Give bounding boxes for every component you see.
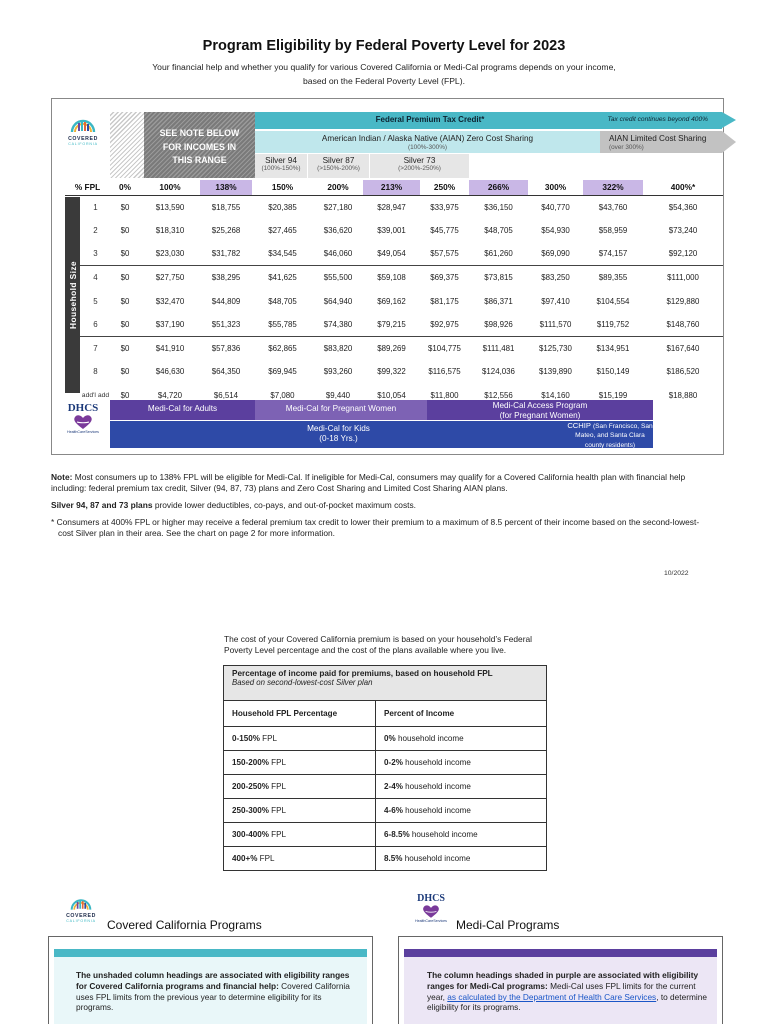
dhcs-logo-sub: HealthCareServices bbox=[415, 919, 447, 923]
silver-73-band bbox=[370, 154, 470, 178]
cost-table-row bbox=[224, 751, 547, 775]
income-cell: $15,199 bbox=[598, 391, 628, 401]
income-cell: $57,836 bbox=[211, 344, 241, 354]
income-cell: $54,360 bbox=[668, 202, 698, 212]
income-cell: $64,940 bbox=[323, 296, 353, 306]
heart-icon bbox=[422, 904, 440, 919]
household-size-label-bar bbox=[65, 197, 80, 393]
income-cell: $125,730 bbox=[539, 344, 572, 354]
percent-text: household income bbox=[402, 782, 471, 791]
income-cell: $27,750 bbox=[155, 273, 185, 283]
income-cell: $32,470 bbox=[155, 296, 185, 306]
aian-limited-band bbox=[600, 131, 722, 153]
silver-73-range: (>200%-250%) bbox=[398, 165, 441, 172]
income-cell: $92,975 bbox=[420, 313, 469, 337]
percent-text: household income bbox=[402, 806, 471, 815]
income-cell: $74,157 bbox=[583, 242, 643, 266]
percent-income-cell bbox=[376, 751, 547, 775]
ptc-label: Federal Premium Tax Credit* bbox=[375, 115, 485, 124]
percent-text: household income bbox=[395, 734, 464, 743]
aian-zero-cost-band bbox=[255, 131, 600, 153]
income-cell: $0 bbox=[110, 242, 140, 266]
household-size-cell: 6 bbox=[65, 313, 110, 337]
household-size-cell: 8 bbox=[93, 367, 98, 377]
income-cell: $9,440 bbox=[325, 391, 351, 401]
income-cell: $99,322 bbox=[377, 367, 406, 377]
fpl-range-cell bbox=[224, 823, 376, 847]
income-cell: $18,880 bbox=[668, 391, 698, 401]
income-cell: $73,815 bbox=[484, 273, 513, 283]
income-cell: $69,162 bbox=[377, 296, 406, 306]
percent-value: 6-8.5% bbox=[384, 830, 410, 839]
income-cell: $167,640 bbox=[666, 344, 700, 354]
cost-table-title-row bbox=[224, 666, 547, 701]
cost-table-header-row bbox=[224, 701, 547, 727]
cchip-band bbox=[567, 421, 653, 448]
income-cell: $104,775 bbox=[428, 344, 461, 354]
medi-cal-adults-band: Medi-Cal for Adults bbox=[110, 400, 255, 420]
fpl-unit: FPL bbox=[268, 782, 286, 791]
logo-text-covered: COVERED bbox=[68, 136, 98, 142]
premium-percentage-table bbox=[223, 665, 547, 871]
fpl-range: 0-150% bbox=[232, 734, 260, 743]
note-text: Most consumers up to 138% FPL will be eligible for Medi-Cal. If ineligible for Medi-Cal, consumers may qualify for a Covered California health plan with financial help including: federal premium tax credit, Silver (94, 87, 73) plans and Zero Cost Sharing and Limited Cost Sharing AIAN plans. bbox=[51, 472, 686, 493]
dhcs-logo-text: DHCS bbox=[67, 402, 99, 414]
table-row bbox=[65, 219, 723, 243]
cost-intro: The cost of your Covered California premium is based on your household’s Federal Poverty Level percentage and the cost of the plans available where you live. bbox=[224, 634, 533, 656]
percent-value: 0% bbox=[384, 734, 396, 743]
income-cell: $148,760 bbox=[643, 313, 723, 337]
income-cell: $111,481 bbox=[482, 344, 515, 354]
column-header: 213% bbox=[363, 180, 420, 195]
table-header-row bbox=[65, 180, 723, 195]
fpl-unit: FPL bbox=[257, 854, 275, 863]
fpl-unit: FPL bbox=[268, 830, 286, 839]
income-cell: $38,295 bbox=[211, 273, 241, 283]
see-note-line-1: SEE NOTE BELOW bbox=[159, 128, 240, 138]
medi-cal-kids-band bbox=[110, 421, 567, 448]
dhcs-fpl-link[interactable]: as calculated by the Department of Health Care Services bbox=[447, 991, 657, 1002]
percent-value: 2-4% bbox=[384, 782, 403, 791]
income-cell: $49,054 bbox=[363, 242, 420, 266]
silver-94-label: Silver 94 bbox=[265, 156, 297, 165]
page-subtitle bbox=[100, 60, 668, 88]
medi-cal-programs-title: Medi-Cal Programs bbox=[456, 918, 560, 932]
ptc-arrow-icon bbox=[722, 112, 736, 128]
silver-label: Silver 94, 87 and 73 plans bbox=[51, 500, 153, 510]
income-cell: $27,465 bbox=[268, 225, 297, 235]
cost-col-fpl-header: Household FPL Percentage bbox=[224, 701, 376, 727]
covered-california-programs-title: Covered California Programs bbox=[107, 918, 262, 932]
panel-stripe bbox=[404, 949, 717, 957]
income-cell: $92,120 bbox=[643, 242, 723, 266]
income-cell: $13,590 bbox=[155, 202, 185, 212]
aian-arrow-icon bbox=[722, 131, 736, 153]
income-cell: $7,080 bbox=[270, 391, 295, 401]
cost-table-row bbox=[224, 847, 547, 871]
income-cell: $27,180 bbox=[323, 202, 353, 212]
dhcs-logo-sub: HealthCareServices bbox=[67, 430, 99, 434]
covered-california-icon bbox=[68, 891, 94, 913]
medi-cal-access-line-1: Medi-Cal Access Program bbox=[492, 401, 588, 410]
percent-text: household income bbox=[402, 758, 471, 767]
income-cell: $28,947 bbox=[377, 202, 406, 212]
income-cell: $93,260 bbox=[323, 367, 353, 377]
note-paragraph bbox=[51, 472, 711, 494]
table-row bbox=[65, 289, 723, 313]
income-cell: $39,001 bbox=[377, 225, 406, 235]
table-row bbox=[65, 313, 723, 337]
household-size-cell: 5 bbox=[93, 296, 98, 306]
income-cell: $0 bbox=[110, 313, 140, 337]
income-cell: $41,625 bbox=[268, 273, 297, 283]
silver-87-label: Silver 87 bbox=[322, 156, 355, 165]
cost-table-row bbox=[224, 775, 547, 799]
income-cell: $81,175 bbox=[430, 296, 459, 306]
column-header: 300% bbox=[528, 180, 583, 195]
income-cell: $55,785 bbox=[252, 313, 313, 337]
income-cell: $0 bbox=[120, 225, 130, 235]
cost-table-title: Percentage of income paid for premiums, based on household FPL bbox=[232, 669, 493, 678]
income-cell: $0 bbox=[120, 391, 130, 401]
fpl-unit: FPL bbox=[268, 758, 286, 767]
medi-cal-access-band bbox=[427, 400, 653, 420]
household-size-cell: 4 bbox=[93, 273, 98, 283]
cost-table-row bbox=[224, 799, 547, 823]
aian-range: (100%-300%) bbox=[407, 144, 448, 151]
income-cell: $4,720 bbox=[157, 391, 183, 401]
silver-text: provide lower deductibles, co-pays, and out-of-pocket maximum costs. bbox=[154, 500, 416, 510]
income-cell: $89,269 bbox=[377, 344, 406, 354]
income-cell: $14,160 bbox=[541, 391, 570, 401]
income-cell: $18,755 bbox=[211, 202, 241, 212]
table-row bbox=[65, 266, 723, 290]
heart-icon bbox=[73, 414, 93, 430]
cost-table-title-cell bbox=[224, 666, 547, 701]
cost-table-row bbox=[224, 727, 547, 751]
covered-california-logo-small bbox=[62, 891, 100, 924]
income-cell: $79,215 bbox=[363, 313, 420, 337]
income-cell: $59,108 bbox=[377, 273, 406, 283]
fpl-range-cell bbox=[224, 799, 376, 823]
income-cell: $83,250 bbox=[541, 273, 570, 283]
income-cell: $86,371 bbox=[484, 296, 513, 306]
income-cell: $37,190 bbox=[140, 313, 200, 337]
income-cell: $33,975 bbox=[430, 202, 459, 212]
dhcs-logo-text: DHCS bbox=[417, 893, 445, 904]
percent-value: 4-6% bbox=[384, 806, 403, 815]
dhcs-logo bbox=[60, 403, 106, 434]
income-cell: $54,930 bbox=[541, 225, 570, 235]
income-cell: $0 bbox=[120, 344, 130, 354]
fpl-range-cell bbox=[224, 727, 376, 751]
medi-cal-programs-panel bbox=[398, 936, 723, 1024]
income-cell: $139,890 bbox=[539, 367, 572, 377]
income-cell: $51,323 bbox=[200, 313, 252, 337]
cost-table-subtitle: Based on second-lowest-cost Silver plan bbox=[232, 678, 373, 687]
logo-text-covered: COVERED bbox=[66, 913, 96, 919]
income-cell: $73,240 bbox=[668, 225, 698, 235]
percent-income-cell bbox=[376, 775, 547, 799]
column-header: 138% bbox=[200, 180, 252, 195]
mc-programs-body-post: , to determine eligibility for its programs. bbox=[427, 991, 707, 1013]
percent-value: 8.5% bbox=[384, 854, 403, 863]
income-cell: $64,350 bbox=[211, 367, 241, 377]
column-header: 266% bbox=[469, 180, 528, 195]
star-paragraph: * Consumers at 400% FPL or higher may receive a federal premium tax credit to lower their premium to a maximum of 8.5 percent of their income based on the second-lowest-cost Silver plan in their area. See the chart on page 2 for more information. bbox=[51, 517, 700, 538]
income-cell: $6,514 bbox=[213, 391, 239, 401]
percent-income-cell bbox=[376, 823, 547, 847]
notes-section bbox=[51, 472, 711, 545]
household-size-cell: 3 bbox=[65, 242, 110, 266]
income-cell: $57,575 bbox=[420, 242, 469, 266]
income-cell: $134,951 bbox=[596, 344, 630, 354]
income-cell: $62,865 bbox=[268, 344, 297, 354]
note-label: Note: bbox=[51, 472, 73, 482]
medi-cal-pregnant-band: Medi-Cal for Pregnant Women bbox=[255, 400, 427, 420]
fpl-range: 200-250% bbox=[232, 782, 269, 791]
percent-value: 0-2% bbox=[384, 758, 403, 767]
column-header: 0% bbox=[110, 180, 140, 195]
silver-94-band bbox=[255, 154, 308, 178]
income-cell: $18,310 bbox=[155, 225, 185, 235]
medi-cal-access-line-2: (for Pregnant Women) bbox=[499, 410, 581, 420]
income-cell: $0 bbox=[120, 273, 130, 283]
aian-label: American Indian / Alaska Native (AIAN) Zero Cost Sharing bbox=[321, 134, 534, 143]
household-size-cell: add'l add bbox=[81, 391, 110, 399]
cchip-title: CCHIP bbox=[567, 421, 591, 430]
subtitle-line-1: Your financial help and whether you qualify for various Covered California or Medi-Cal programs depends on your income, bbox=[152, 62, 616, 72]
see-note-line-2: FOR INCOMES IN bbox=[162, 141, 237, 152]
page-title: Program Eligibility by Federal Poverty Level for 2023 bbox=[202, 38, 566, 54]
silver-94-range: (100%-150%) bbox=[261, 165, 301, 172]
column-header: 100% bbox=[140, 180, 200, 195]
column-header: 150% bbox=[252, 180, 313, 195]
fpl-range-cell bbox=[224, 775, 376, 799]
column-header: 250% bbox=[420, 180, 469, 195]
fpl-income-table bbox=[65, 180, 723, 407]
income-cell: $0 bbox=[120, 202, 130, 212]
silver-87-band bbox=[308, 154, 370, 178]
silver-87-range: (>150%-200%) bbox=[317, 165, 360, 172]
income-cell: $23,030 bbox=[140, 242, 200, 266]
income-cell: $69,090 bbox=[528, 242, 583, 266]
percent-text: household income bbox=[409, 830, 478, 839]
aian-limited-range: (over 300%) bbox=[609, 144, 644, 151]
cc-programs-body: Covered California uses FPL limits from the previous year to determine eligibility for its programs. bbox=[76, 980, 350, 1013]
fpl-range: 150-200% bbox=[232, 758, 269, 767]
table-row bbox=[65, 360, 723, 384]
income-cell: $58,959 bbox=[598, 225, 628, 235]
mc-programs-body-pre: Medi-Cal uses FPL limits for the current year, bbox=[427, 980, 696, 1002]
income-cell: $111,570 bbox=[528, 313, 583, 337]
income-cell: $10,054 bbox=[377, 391, 406, 401]
income-cell: $20,385 bbox=[268, 202, 297, 212]
income-cell: $31,782 bbox=[200, 242, 252, 266]
income-cell: $111,000 bbox=[667, 273, 699, 283]
fpl-range-cell bbox=[224, 847, 376, 871]
income-cell: $129,880 bbox=[666, 296, 700, 306]
income-cell: $43,760 bbox=[598, 202, 628, 212]
cc-programs-bold: The unshaded column headings are associated with eligibility ranges for Covered California programs and financial help: bbox=[76, 970, 350, 991]
logo-text-california: CALIFORNIA bbox=[68, 142, 98, 146]
silver-73-label: Silver 73 bbox=[403, 156, 436, 165]
income-cell: $104,554 bbox=[596, 296, 630, 306]
mc-programs-bold: The column headings shaded in purple are associated with eligibility ranges for Medi-Cal programs: bbox=[427, 970, 699, 991]
cost-col-percent-header: Percent of Income bbox=[376, 701, 547, 727]
household-size-label: Household Size bbox=[67, 261, 78, 329]
income-cell: $83,820 bbox=[323, 344, 353, 354]
income-cell: $74,380 bbox=[313, 313, 363, 337]
table-row bbox=[65, 195, 723, 219]
percent-income-cell bbox=[376, 847, 547, 871]
income-cell: $119,752 bbox=[583, 313, 643, 337]
income-cell: $44,809 bbox=[211, 296, 241, 306]
income-cell: $11,800 bbox=[430, 391, 459, 401]
percent-text: household income bbox=[402, 854, 471, 863]
income-cell: $97,410 bbox=[541, 296, 570, 306]
mc-programs-text bbox=[427, 970, 708, 1013]
subtitle-line-2: based on the Federal Poverty Level (FPL). bbox=[303, 76, 465, 86]
aian-limited-label: AIAN Limited Cost Sharing bbox=[609, 134, 707, 143]
fpl-range: 250-300% bbox=[232, 806, 269, 815]
income-cell: $48,705 bbox=[484, 225, 513, 235]
income-cell: $0 bbox=[120, 367, 130, 377]
income-cell: $12,556 bbox=[484, 391, 513, 401]
income-cell: $124,036 bbox=[482, 367, 515, 377]
income-cell: $45,775 bbox=[430, 225, 459, 235]
income-cell: $55,500 bbox=[323, 273, 353, 283]
income-cell: $89,355 bbox=[598, 273, 628, 283]
column-header: 400%* bbox=[643, 180, 723, 195]
column-header: % FPL bbox=[65, 180, 110, 195]
income-cell: $34,545 bbox=[252, 242, 313, 266]
cchip-detail: (San Francisco, San Mateo, and Santa Clara county residents) bbox=[575, 423, 653, 449]
column-header: 322% bbox=[583, 180, 643, 195]
revision-date: 10/2022 bbox=[664, 570, 689, 577]
income-cell: $116,575 bbox=[428, 367, 461, 377]
income-cell: $0 bbox=[120, 296, 130, 306]
income-cell: $36,150 bbox=[484, 202, 513, 212]
dhcs-logo-small bbox=[412, 893, 450, 923]
fpl-range: 300-400% bbox=[232, 830, 269, 839]
ptc-continues-label: Tax credit continues beyond 400% bbox=[607, 116, 708, 123]
income-cell: $48,705 bbox=[268, 296, 297, 306]
income-cell: $69,945 bbox=[268, 367, 297, 377]
silver-paragraph bbox=[51, 500, 711, 511]
fpl-range: 400+% bbox=[232, 854, 258, 863]
covered-california-icon bbox=[68, 110, 98, 136]
income-cell: $41,910 bbox=[155, 344, 185, 354]
percent-income-cell bbox=[376, 799, 547, 823]
medi-cal-kids-line-2: (0-18 Yrs.) bbox=[319, 433, 358, 443]
see-note-box bbox=[144, 112, 255, 178]
table-row bbox=[65, 242, 723, 266]
medi-cal-kids-line-1: Medi-Cal for Kids bbox=[307, 424, 370, 433]
column-header: 200% bbox=[313, 180, 363, 195]
income-cell: $25,268 bbox=[211, 225, 241, 235]
logo-text-california: CALIFORNIA bbox=[66, 919, 96, 923]
table-row bbox=[65, 337, 723, 361]
income-cell: $46,060 bbox=[313, 242, 363, 266]
see-note-line-3: THIS RANGE bbox=[172, 155, 227, 165]
cc-programs-text bbox=[76, 970, 358, 1013]
income-cell: $186,520 bbox=[666, 367, 700, 377]
income-cell: $40,770 bbox=[541, 202, 570, 212]
income-cell: $98,926 bbox=[469, 313, 528, 337]
percent-income-cell bbox=[376, 727, 547, 751]
household-size-cell: 1 bbox=[93, 202, 98, 212]
income-cell: $36,620 bbox=[323, 225, 353, 235]
panel-stripe bbox=[54, 949, 367, 957]
covered-california-programs-panel bbox=[48, 936, 373, 1024]
income-cell: $69,375 bbox=[430, 273, 459, 283]
income-cell: $61,260 bbox=[469, 242, 528, 266]
household-size-cell: 2 bbox=[93, 225, 98, 235]
fpl-unit: FPL bbox=[268, 806, 286, 815]
premium-tax-credit-band bbox=[255, 112, 722, 129]
cost-table-row bbox=[224, 823, 547, 847]
fpl-range-cell bbox=[224, 751, 376, 775]
covered-california-logo bbox=[60, 110, 106, 147]
household-size-cell: 7 bbox=[93, 344, 98, 354]
income-cell: $150,149 bbox=[596, 367, 630, 377]
income-cell: $46,630 bbox=[155, 367, 185, 377]
fpl-unit: FPL bbox=[259, 734, 277, 743]
